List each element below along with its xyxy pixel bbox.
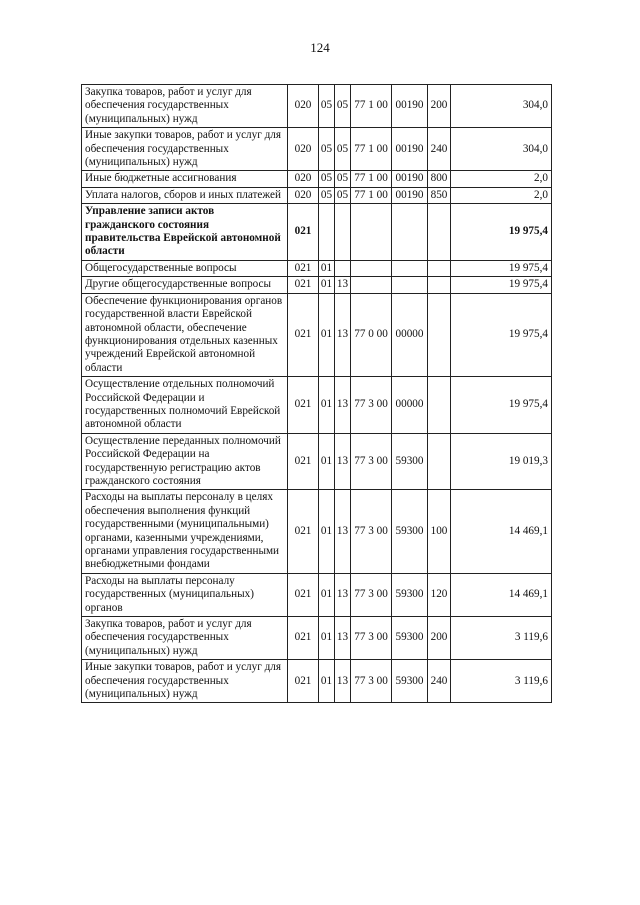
table-row <box>82 617 552 660</box>
row-name-cell: Иные закупки товаров, работ и услуг для обеспечения государственных (муниципальных) нужд <box>82 660 288 703</box>
row-name-cell: Иные закупки товаров, работ и услуг для обеспечения государственных (муниципальных) нужд <box>82 128 288 171</box>
amount-cell: 14 469,1 <box>451 490 552 573</box>
row-name-cell: Осуществление переданных полномочий Российской Федерации на государственную регистрацию актов гражданского состояния <box>82 433 288 490</box>
subsection-code-cell: 05 <box>335 187 351 203</box>
grbs-code-cell: 020 <box>288 171 319 187</box>
table-row <box>82 377 552 434</box>
section-code-cell: 01 <box>319 490 335 573</box>
grbs-code-cell: 021 <box>288 433 319 490</box>
row-name-cell: Другие общегосударственные вопросы <box>82 277 288 293</box>
table-row <box>82 573 552 616</box>
table-row <box>82 490 552 573</box>
target-article-program-cell <box>351 260 392 276</box>
expense-type-cell: 200 <box>428 85 451 128</box>
amount-cell: 3 119,6 <box>451 617 552 660</box>
amount-cell: 304,0 <box>451 85 552 128</box>
table-row <box>82 260 552 276</box>
row-name-cell: Закупка товаров, работ и услуг для обеспечения государственных (муниципальных) нужд <box>82 85 288 128</box>
section-code-cell: 05 <box>319 187 335 203</box>
table-row <box>82 204 552 261</box>
row-name-cell: Закупка товаров, работ и услуг для обеспечения государственных (муниципальных) нужд <box>82 617 288 660</box>
amount-cell: 3 119,6 <box>451 660 552 703</box>
section-code-cell: 01 <box>319 260 335 276</box>
section-code-cell: 01 <box>319 277 335 293</box>
amount-cell: 19 975,4 <box>451 204 552 261</box>
section-code-cell: 01 <box>319 293 335 376</box>
grbs-code-cell: 020 <box>288 187 319 203</box>
section-code-cell: 05 <box>319 128 335 171</box>
target-article-direction-cell: 00190 <box>392 187 428 203</box>
section-code-cell <box>319 204 335 261</box>
amount-cell: 19 975,4 <box>451 277 552 293</box>
subsection-code-cell: 05 <box>335 85 351 128</box>
target-article-direction-cell: 59300 <box>392 617 428 660</box>
target-article-program-cell: 77 1 00 <box>351 85 392 128</box>
subsection-code-cell: 13 <box>335 377 351 434</box>
target-article-program-cell: 77 1 00 <box>351 187 392 203</box>
expense-type-cell: 200 <box>428 617 451 660</box>
row-name-cell: Иные бюджетные ассигнования <box>82 171 288 187</box>
table-row <box>82 128 552 171</box>
target-article-direction-cell: 00190 <box>392 128 428 171</box>
table-row <box>82 277 552 293</box>
table-row <box>82 187 552 203</box>
grbs-code-cell: 021 <box>288 260 319 276</box>
target-article-program-cell <box>351 277 392 293</box>
grbs-code-cell: 021 <box>288 293 319 376</box>
grbs-code-cell: 021 <box>288 490 319 573</box>
amount-cell: 14 469,1 <box>451 573 552 616</box>
section-code-cell: 01 <box>319 660 335 703</box>
grbs-code-cell: 021 <box>288 573 319 616</box>
expense-type-cell: 120 <box>428 573 451 616</box>
amount-cell: 19 975,4 <box>451 260 552 276</box>
target-article-direction-cell: 59300 <box>392 490 428 573</box>
section-code-cell: 05 <box>319 171 335 187</box>
target-article-direction-cell: 00190 <box>392 85 428 128</box>
target-article-direction-cell <box>392 277 428 293</box>
target-article-program-cell: 77 1 00 <box>351 171 392 187</box>
table-body <box>82 85 552 703</box>
grbs-code-cell: 021 <box>288 204 319 261</box>
budget-table <box>81 84 552 703</box>
subsection-code-cell: 13 <box>335 490 351 573</box>
section-code-cell: 01 <box>319 573 335 616</box>
row-name-cell: Расходы на выплаты персоналу государственных (муниципальных) органов <box>82 573 288 616</box>
expense-type-cell: 240 <box>428 660 451 703</box>
table-row <box>82 85 552 128</box>
target-article-program-cell: 77 3 00 <box>351 617 392 660</box>
subsection-code-cell: 13 <box>335 660 351 703</box>
section-code-cell: 01 <box>319 377 335 434</box>
subsection-code-cell: 13 <box>335 433 351 490</box>
grbs-code-cell: 021 <box>288 377 319 434</box>
expense-type-cell <box>428 377 451 434</box>
target-article-program-cell: 77 3 00 <box>351 660 392 703</box>
amount-cell: 304,0 <box>451 128 552 171</box>
section-code-cell: 01 <box>319 433 335 490</box>
row-name-cell: Расходы на выплаты персоналу в целях обеспечения выполнения функций государственными (муниципальными) органами, казенными учреждениями, органами управления государственными внебюджетными фондами <box>82 490 288 573</box>
subsection-code-cell <box>335 204 351 261</box>
target-article-direction-cell: 59300 <box>392 573 428 616</box>
table-row <box>82 171 552 187</box>
target-article-direction-cell: 59300 <box>392 433 428 490</box>
target-article-direction-cell <box>392 260 428 276</box>
amount-cell: 19 975,4 <box>451 293 552 376</box>
row-name-cell: Управление записи актов гражданского состояния правительства Еврейской автономной области <box>82 204 288 261</box>
amount-cell: 2,0 <box>451 187 552 203</box>
expense-type-cell: 850 <box>428 187 451 203</box>
subsection-code-cell: 13 <box>335 617 351 660</box>
expense-type-cell <box>428 204 451 261</box>
expense-type-cell <box>428 277 451 293</box>
expense-type-cell <box>428 433 451 490</box>
grbs-code-cell: 021 <box>288 660 319 703</box>
amount-cell: 2,0 <box>451 171 552 187</box>
target-article-program-cell: 77 3 00 <box>351 573 392 616</box>
expense-type-cell <box>428 260 451 276</box>
expense-type-cell: 800 <box>428 171 451 187</box>
subsection-code-cell: 13 <box>335 277 351 293</box>
target-article-program-cell: 77 0 00 <box>351 293 392 376</box>
target-article-direction-cell: 00000 <box>392 377 428 434</box>
row-name-cell: Осуществление отдельных полномочий Российской Федерации и государственных полномочий Еврейской автономной области <box>82 377 288 434</box>
target-article-program-cell: 77 3 00 <box>351 433 392 490</box>
target-article-program-cell: 77 3 00 <box>351 377 392 434</box>
row-name-cell: Уплата налогов, сборов и иных платежей <box>82 187 288 203</box>
expense-type-cell: 240 <box>428 128 451 171</box>
amount-cell: 19 975,4 <box>451 377 552 434</box>
target-article-direction-cell: 00190 <box>392 171 428 187</box>
page-number: 124 <box>310 40 330 55</box>
grbs-code-cell: 020 <box>288 128 319 171</box>
target-article-program-cell <box>351 204 392 261</box>
amount-cell: 19 019,3 <box>451 433 552 490</box>
target-article-direction-cell <box>392 204 428 261</box>
target-article-direction-cell: 59300 <box>392 660 428 703</box>
target-article-program-cell: 77 1 00 <box>351 128 392 171</box>
target-article-direction-cell: 00000 <box>392 293 428 376</box>
target-article-program-cell: 77 3 00 <box>351 490 392 573</box>
subsection-code-cell <box>335 260 351 276</box>
grbs-code-cell: 021 <box>288 617 319 660</box>
table-row <box>82 660 552 703</box>
subsection-code-cell: 05 <box>335 128 351 171</box>
subsection-code-cell: 05 <box>335 171 351 187</box>
expense-type-cell <box>428 293 451 376</box>
row-name-cell: Обеспечение функционирования органов государственной власти Еврейской автономной области, обеспечение функционирования отдельных казенных учреждений Еврейской автономной области <box>82 293 288 376</box>
table-row <box>82 293 552 376</box>
section-code-cell: 05 <box>319 85 335 128</box>
subsection-code-cell: 13 <box>335 573 351 616</box>
row-name-cell: Общегосударственные вопросы <box>82 260 288 276</box>
section-code-cell: 01 <box>319 617 335 660</box>
table-row <box>82 433 552 490</box>
grbs-code-cell: 020 <box>288 85 319 128</box>
subsection-code-cell: 13 <box>335 293 351 376</box>
grbs-code-cell: 021 <box>288 277 319 293</box>
expense-type-cell: 100 <box>428 490 451 573</box>
